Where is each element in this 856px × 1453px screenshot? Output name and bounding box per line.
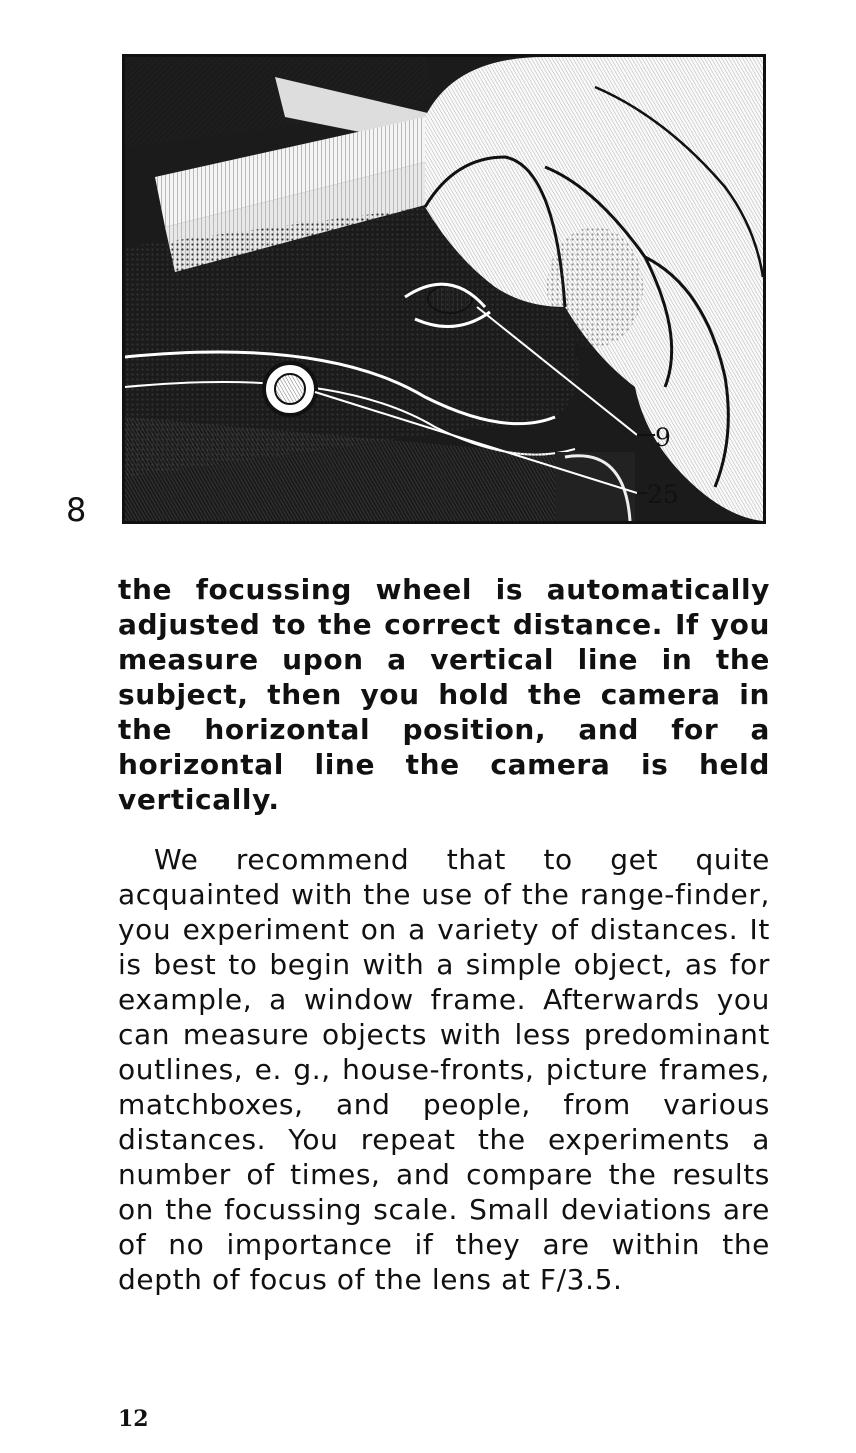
paragraph-2: We recommend that to get quite acquainted with the use of the range-finder, you experiment on a variety of distances. It is best to begin with a simple object, as for example, a window frame. Afterwards you can measure objects with less predominant outlines, e. g., house-fronts, picture frames, matchboxes, and people, from various distances. You repeat the experiments a number of times, and compare the results on the focussing scale. Small deviations are of no importance if they are within the depth of focus of the lens at F/3.5. [118, 843, 770, 1296]
camera-illustration [122, 54, 766, 524]
page-number: 12 [118, 1406, 149, 1432]
paragraph-1: the focussing wheel is automatically adjusted to the correct distance. If you measure upon a vertical line in the subject, then you hold the camera in the horizontal position, and for a horizontal line the camera is held vertically. [118, 573, 770, 816]
callout-label-25: 25 [647, 480, 679, 509]
figure-number: 8 [66, 491, 87, 529]
callout-label-9: 9 [655, 423, 671, 452]
